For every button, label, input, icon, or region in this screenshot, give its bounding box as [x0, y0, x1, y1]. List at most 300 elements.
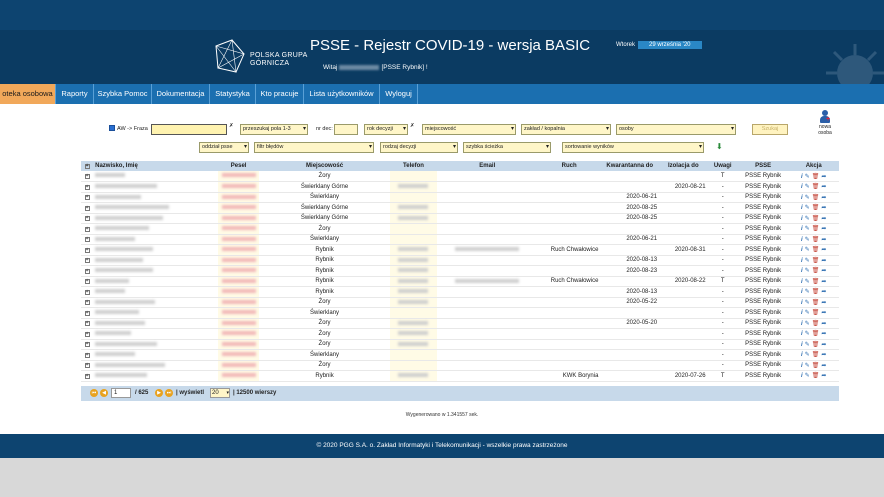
table-row[interactable]	[81, 266, 839, 277]
info-icon[interactable]: i	[801, 205, 803, 212]
expand-all-header[interactable]	[81, 161, 93, 171]
table-row[interactable]	[81, 213, 839, 224]
edit-icon[interactable]: ✎	[804, 236, 810, 243]
col-pesel[interactable]: Pesel	[218, 161, 258, 171]
trash-icon[interactable]: 🗑	[811, 173, 820, 180]
records-table	[81, 161, 839, 382]
redacted-name	[95, 352, 135, 356]
osoby-select[interactable]	[616, 124, 736, 135]
cell-telefon	[390, 192, 436, 203]
cell-pesel-redacted	[218, 287, 258, 298]
main-content	[0, 104, 884, 434]
cell-akcja	[788, 182, 839, 193]
edit-icon[interactable]: ✎	[804, 247, 810, 254]
cell-psse: PSSE Rybnik	[738, 234, 789, 245]
info-icon[interactable]: i	[801, 310, 803, 317]
cell-pesel-redacted	[218, 297, 258, 308]
cell-email	[437, 297, 538, 308]
rodzaj-decyzji-select[interactable]	[380, 142, 458, 153]
sortowanie-value: sortowanie wyników	[565, 144, 614, 150]
row-expand[interactable]	[81, 203, 93, 214]
logo-text	[250, 52, 308, 68]
cell-telefon	[390, 213, 436, 224]
cell-email	[437, 192, 538, 203]
redacted-phone	[398, 216, 428, 220]
last-page-icon[interactable]: ⏭	[166, 390, 172, 396]
redacted-name	[95, 300, 155, 304]
day-label: Wtorek	[616, 42, 636, 48]
rok-decyzji-value: rok decyzji	[367, 126, 393, 132]
row-expand[interactable]	[81, 339, 93, 350]
trash-icon[interactable]: 🗑	[811, 299, 820, 306]
info-icon[interactable]: i	[801, 184, 803, 191]
cell-ruch	[538, 182, 601, 193]
clear-dec-icon[interactable]: ✗	[410, 123, 415, 129]
redacted-pesel	[222, 268, 256, 272]
expand-icon[interactable]: +	[85, 194, 89, 201]
cell-miejscowosc: Świerklany	[259, 350, 390, 361]
trash-icon[interactable]: 🗑	[811, 268, 820, 275]
expand-icon[interactable]: +	[85, 278, 89, 285]
info-icon[interactable]: i	[801, 331, 803, 338]
cell-psse: PSSE Rybnik	[738, 245, 789, 256]
cell-miejscowosc: Świerklany Górne	[259, 213, 390, 224]
redacted-phone	[398, 268, 428, 272]
cell-izolacja: 2020-07-26	[659, 371, 708, 382]
cell-izolacja	[659, 192, 708, 203]
cell-miejscowosc: Rybnik	[259, 371, 390, 382]
trash-icon[interactable]: 🗑	[811, 362, 820, 369]
edit-icon[interactable]: ✎	[804, 215, 810, 222]
total-pages: / 625	[135, 390, 149, 396]
col-miejscowosc[interactable]: Miejscowość	[259, 161, 390, 171]
trash-icon[interactable]: 🗑	[811, 215, 820, 222]
edit-icon[interactable]: ✎	[804, 173, 810, 180]
redacted-name	[95, 310, 139, 314]
cell-psse: PSSE Rybnik	[738, 255, 789, 266]
prev-page-icon[interactable]: ◀	[100, 389, 108, 397]
edit-icon[interactable]: ✎	[804, 268, 810, 275]
trash-icon[interactable]: 🗑	[811, 373, 820, 380]
row-expand[interactable]	[81, 287, 93, 298]
col-name[interactable]: Nazwisko, Imię	[93, 161, 218, 171]
info-icon[interactable]: i	[801, 268, 803, 275]
cell-kwarantanna: 2020-08-25	[600, 203, 659, 214]
redacted-pesel	[222, 173, 256, 177]
row-expand[interactable]	[81, 245, 93, 256]
virus-decoration-icon	[820, 38, 884, 84]
edit-icon[interactable]: ✎	[804, 352, 810, 359]
cell-akcja	[788, 224, 839, 235]
edit-icon[interactable]: ✎	[804, 331, 810, 338]
cell-miejscowosc: Świerklany Górne	[259, 182, 390, 193]
expand-icon[interactable]: +	[85, 225, 89, 232]
redacted-pesel	[222, 258, 256, 262]
trash-icon[interactable]: 🗑	[811, 226, 820, 233]
forward-arrow-icon[interactable]: ➦	[821, 289, 827, 296]
redacted-pesel	[222, 321, 256, 325]
cell-izolacja	[659, 287, 708, 298]
forward-arrow-icon[interactable]: ➦	[821, 320, 827, 327]
expand-icon[interactable]: +	[85, 204, 89, 211]
col-email[interactable]: Email	[437, 161, 538, 171]
forward-arrow-icon[interactable]: ➦	[821, 173, 827, 180]
info-icon[interactable]: i	[801, 194, 803, 201]
info-icon[interactable]: i	[801, 362, 803, 369]
greeting-prefix: Witaj	[323, 64, 338, 71]
row-expand[interactable]	[81, 360, 93, 371]
row-expand[interactable]	[81, 308, 93, 319]
trash-icon[interactable]: 🗑	[811, 247, 820, 254]
table-row[interactable]	[81, 234, 839, 245]
forward-arrow-icon[interactable]: ➦	[821, 268, 827, 275]
table-row[interactable]	[81, 371, 839, 382]
cell-telefon	[390, 255, 436, 266]
row-expand[interactable]	[81, 234, 93, 245]
per-page-value: 20	[212, 390, 219, 396]
cell-email	[437, 213, 538, 224]
nav-wyloguj[interactable]: Wyloguj	[380, 84, 418, 104]
trash-icon[interactable]: 🗑	[811, 184, 820, 191]
edit-icon[interactable]: ✎	[804, 373, 810, 380]
cell-kwarantanna	[600, 182, 659, 193]
edit-icon[interactable]: ✎	[804, 194, 810, 201]
row-expand[interactable]	[81, 276, 93, 287]
greeting	[323, 64, 428, 71]
expand-icon[interactable]: +	[85, 372, 89, 379]
trash-icon[interactable]: 🗑	[811, 352, 820, 359]
expand-icon[interactable]: +	[85, 341, 89, 348]
expand-icon[interactable]: +	[85, 320, 89, 327]
cell-uwagi: -	[708, 245, 738, 256]
cell-psse: PSSE Rybnik	[738, 339, 789, 350]
col-izolacja[interactable]: Izolacja do	[659, 161, 708, 171]
info-icon[interactable]: i	[801, 226, 803, 233]
info-icon[interactable]: i	[801, 299, 803, 306]
cell-psse: PSSE Rybnik	[738, 182, 789, 193]
per-page-select[interactable]	[210, 388, 230, 398]
cell-kwarantanna	[600, 245, 659, 256]
trash-icon[interactable]: 🗑	[811, 289, 820, 296]
osoby-value: osoby	[619, 126, 634, 132]
forward-arrow-icon[interactable]: ➦	[821, 331, 827, 338]
trash-icon[interactable]: 🗑	[811, 257, 820, 264]
col-psse[interactable]: PSSE	[738, 161, 789, 171]
table-row[interactable]	[81, 182, 839, 193]
nav-szybka-pomoc[interactable]: Szybka Pomoc	[94, 84, 152, 104]
col-telefon[interactable]: Telefon	[390, 161, 436, 171]
expand-icon[interactable]: +	[85, 215, 89, 222]
expand-icon[interactable]: +	[85, 288, 89, 295]
redacted-name	[95, 321, 145, 325]
expand-icon[interactable]: +	[85, 246, 89, 253]
cell-uwagi: -	[708, 287, 738, 298]
expand-icon[interactable]: +	[85, 267, 89, 274]
forward-arrow-icon[interactable]: ➦	[821, 247, 827, 254]
trash-icon[interactable]: 🗑	[811, 320, 820, 327]
oddzial-select[interactable]	[199, 142, 249, 153]
redacted-name	[95, 184, 157, 188]
edit-icon[interactable]: ✎	[804, 184, 810, 191]
aw-checkbox[interactable]	[109, 125, 115, 131]
cell-akcja	[788, 203, 839, 214]
nav-lista-uzytkownikow[interactable]: Lista użytkowników	[304, 84, 380, 104]
clear-phrase-icon[interactable]: ✗	[229, 123, 234, 129]
cell-telefon	[390, 171, 436, 182]
col-ruch[interactable]: Ruch	[538, 161, 601, 171]
zaklad-select[interactable]	[521, 124, 611, 135]
edit-icon[interactable]: ✎	[804, 320, 810, 327]
expand-icon[interactable]: +	[85, 236, 89, 243]
nr-dec-label: nr dec:	[316, 126, 333, 132]
forward-arrow-icon[interactable]: ➦	[821, 194, 827, 201]
cell-miejscowosc: Świerklany	[259, 234, 390, 245]
edit-icon[interactable]: ✎	[804, 299, 810, 306]
redacted-pesel	[222, 289, 256, 293]
row-expand[interactable]	[81, 224, 93, 235]
edit-icon[interactable]: ✎	[804, 289, 810, 296]
cell-pesel-redacted	[218, 255, 258, 266]
row-expand[interactable]	[81, 297, 93, 308]
cell-email	[437, 350, 538, 361]
trash-icon[interactable]: 🗑	[811, 331, 820, 338]
cell-email	[437, 371, 538, 382]
forward-arrow-icon[interactable]: ➦	[821, 310, 827, 317]
cell-pesel-redacted	[218, 266, 258, 277]
info-icon[interactable]: i	[801, 373, 803, 380]
cell-psse: PSSE Rybnik	[738, 171, 789, 182]
cell-ruch	[538, 339, 601, 350]
cell-name-redacted	[93, 371, 218, 382]
cell-pesel-redacted	[218, 234, 258, 245]
szybka-sciezka-select[interactable]	[463, 142, 551, 153]
cell-miejscowosc: Żory	[259, 329, 390, 340]
col-uwagi[interactable]: Uwagi	[708, 161, 738, 171]
cell-ruch	[538, 203, 601, 214]
cell-izolacja	[659, 171, 708, 182]
forward-arrow-icon[interactable]: ➦	[821, 362, 827, 369]
new-person-label-2: osoba	[818, 129, 832, 136]
cell-miejscowosc: Świerklany	[259, 308, 390, 319]
info-icon[interactable]: i	[801, 320, 803, 327]
forward-arrow-icon[interactable]: ➦	[821, 184, 827, 191]
info-icon[interactable]: i	[801, 215, 803, 222]
row-expand[interactable]	[81, 371, 93, 382]
cell-psse: PSSE Rybnik	[738, 360, 789, 371]
redacted-pesel	[222, 363, 256, 367]
redacted-phone	[398, 342, 428, 346]
row-expand[interactable]	[81, 255, 93, 266]
cell-pesel-redacted	[218, 245, 258, 256]
table-row[interactable]	[81, 350, 839, 361]
redacted-pesel	[222, 310, 256, 314]
info-icon[interactable]: i	[801, 173, 803, 180]
info-icon[interactable]: i	[801, 278, 803, 285]
search-scope-select[interactable]	[240, 124, 308, 135]
info-icon[interactable]: i	[801, 257, 803, 264]
expand-icon[interactable]: +	[85, 330, 89, 337]
forward-arrow-icon[interactable]: ➦	[821, 299, 827, 306]
table-row[interactable]	[81, 192, 839, 203]
filtr-bledow-select[interactable]	[254, 142, 374, 153]
cell-miejscowosc: Rybnik	[259, 245, 390, 256]
miejscowosc-value: miejscowość	[425, 126, 457, 132]
redacted-name	[95, 205, 169, 209]
nav-raporty[interactable]: Raporty	[56, 84, 94, 104]
edit-icon[interactable]: ✎	[804, 226, 810, 233]
row-expand[interactable]	[81, 213, 93, 224]
edit-icon[interactable]: ✎	[804, 257, 810, 264]
table-row[interactable]	[81, 276, 839, 287]
expand-icon[interactable]: +	[85, 362, 89, 369]
cell-ruch	[538, 308, 601, 319]
nav-dokumentacja[interactable]: Dokumentacja	[152, 84, 210, 104]
row-expand[interactable]	[81, 266, 93, 277]
cell-uwagi: -	[708, 192, 738, 203]
row-expand[interactable]	[81, 171, 93, 182]
cell-kwarantanna	[600, 360, 659, 371]
new-person-button[interactable]	[815, 110, 835, 136]
trash-icon[interactable]: 🗑	[811, 310, 820, 317]
forward-arrow-icon[interactable]: ➦	[821, 215, 827, 222]
row-expand[interactable]	[81, 350, 93, 361]
sort-direction-icon[interactable]: ⬇	[716, 142, 723, 151]
cell-uwagi: -	[708, 318, 738, 329]
chevron-down-icon: ▾	[452, 144, 456, 150]
forward-arrow-icon[interactable]: ➦	[821, 373, 827, 380]
expand-icon[interactable]: +	[85, 299, 89, 306]
cell-name-redacted	[93, 318, 218, 329]
cell-kwarantanna: 2020-08-23	[600, 266, 659, 277]
first-page-icon[interactable]: ⏮	[91, 390, 97, 396]
chevron-down-icon: ▾	[243, 144, 247, 150]
search-button[interactable]: Szukaj	[752, 124, 788, 135]
next-page-icon[interactable]: ▶	[155, 389, 163, 397]
cell-ruch	[538, 318, 601, 329]
row-expand[interactable]	[81, 182, 93, 193]
cell-ruch	[538, 329, 601, 340]
forward-arrow-icon[interactable]: ➦	[821, 236, 827, 243]
table-row[interactable]	[81, 329, 839, 340]
cell-akcja	[788, 371, 839, 382]
cell-email	[437, 266, 538, 277]
cell-kwarantanna	[600, 171, 659, 182]
table-row[interactable]	[81, 255, 839, 266]
table-row[interactable]	[81, 297, 839, 308]
edit-icon[interactable]: ✎	[804, 310, 810, 317]
info-icon[interactable]: i	[801, 341, 803, 348]
expand-icon[interactable]: +	[85, 173, 89, 179]
row-expand[interactable]	[81, 318, 93, 329]
cell-miejscowosc: Świerklany Górne	[259, 203, 390, 214]
forward-arrow-icon[interactable]: ➦	[821, 257, 827, 264]
date-badge: 29 września '20	[638, 41, 702, 49]
cell-akcja	[788, 266, 839, 277]
row-expand[interactable]	[81, 329, 93, 340]
trash-icon[interactable]: 🗑	[811, 236, 820, 243]
cell-izolacja	[659, 203, 708, 214]
cell-ruch: KWK Borynia	[538, 371, 601, 382]
table-row[interactable]	[81, 224, 839, 235]
info-icon[interactable]: i	[801, 247, 803, 254]
forward-arrow-icon[interactable]: ➦	[821, 205, 827, 212]
table-row[interactable]	[81, 308, 839, 319]
nav-statystyka[interactable]: Statystyka	[210, 84, 256, 104]
cell-name-redacted	[93, 308, 218, 319]
table-row[interactable]	[81, 287, 839, 298]
cell-akcja	[788, 171, 839, 182]
cell-ruch	[538, 266, 601, 277]
redacted-phone	[398, 258, 428, 262]
cell-name-redacted	[93, 329, 218, 340]
cell-psse: PSSE Rybnik	[738, 371, 789, 382]
logo-line2: GÓRNICZA	[250, 60, 290, 67]
edit-icon[interactable]: ✎	[804, 362, 810, 369]
info-icon[interactable]: i	[801, 289, 803, 296]
rok-decyzji-select[interactable]	[364, 124, 408, 135]
cell-akcja	[788, 255, 839, 266]
table-row[interactable]	[81, 339, 839, 350]
table-row[interactable]	[81, 245, 839, 256]
info-icon[interactable]: i	[801, 352, 803, 359]
table-row[interactable]	[81, 203, 839, 214]
row-expand[interactable]	[81, 192, 93, 203]
sortowanie-select[interactable]	[562, 142, 704, 153]
cell-akcja	[788, 360, 839, 371]
cell-uwagi: -	[708, 360, 738, 371]
cell-miejscowosc: Świerklany	[259, 192, 390, 203]
forward-arrow-icon[interactable]: ➦	[821, 278, 827, 285]
table-row[interactable]	[81, 360, 839, 371]
redacted-phone	[398, 205, 428, 209]
col-kwarantanna[interactable]: Kwarantanna do	[600, 161, 659, 171]
cell-miejscowosc: Żory	[259, 171, 390, 182]
trash-icon[interactable]: 🗑	[811, 205, 820, 212]
cell-telefon	[390, 234, 436, 245]
edit-icon[interactable]: ✎	[804, 278, 810, 285]
cell-ruch: Ruch Chwałowice	[538, 245, 601, 256]
table-row[interactable]	[81, 318, 839, 329]
redacted-email	[455, 279, 519, 283]
cell-kwarantanna	[600, 350, 659, 361]
nav-kto-pracuje[interactable]: Kto pracuje	[256, 84, 304, 104]
expand-icon[interactable]: +	[85, 309, 89, 316]
cell-psse: PSSE Rybnik	[738, 266, 789, 277]
page-input[interactable]: 1	[111, 388, 131, 398]
forward-arrow-icon[interactable]: ➦	[821, 226, 827, 233]
trash-icon[interactable]: 🗑	[811, 278, 820, 285]
nr-dec-input[interactable]	[334, 124, 358, 135]
nav-kartoteka[interactable]: oteka osobowa	[0, 84, 56, 104]
miejscowosc-select[interactable]	[422, 124, 516, 135]
forward-arrow-icon[interactable]: ➦	[821, 341, 827, 348]
cell-email	[437, 182, 538, 193]
expand-all-icon[interactable]: +	[85, 163, 89, 169]
edit-icon[interactable]: ✎	[804, 205, 810, 212]
info-icon[interactable]: i	[801, 236, 803, 243]
forward-arrow-icon[interactable]: ➦	[821, 352, 827, 359]
edit-icon[interactable]: ✎	[804, 341, 810, 348]
expand-icon[interactable]: +	[85, 257, 89, 264]
cell-miejscowosc: Żory	[259, 339, 390, 350]
trash-icon[interactable]: 🗑	[811, 194, 820, 201]
expand-icon[interactable]: +	[85, 183, 89, 190]
trash-icon[interactable]: 🗑	[811, 341, 820, 348]
expand-icon[interactable]: +	[85, 351, 89, 358]
cell-name-redacted	[93, 287, 218, 298]
phrase-input[interactable]	[151, 124, 227, 135]
table-row[interactable]	[81, 171, 839, 182]
